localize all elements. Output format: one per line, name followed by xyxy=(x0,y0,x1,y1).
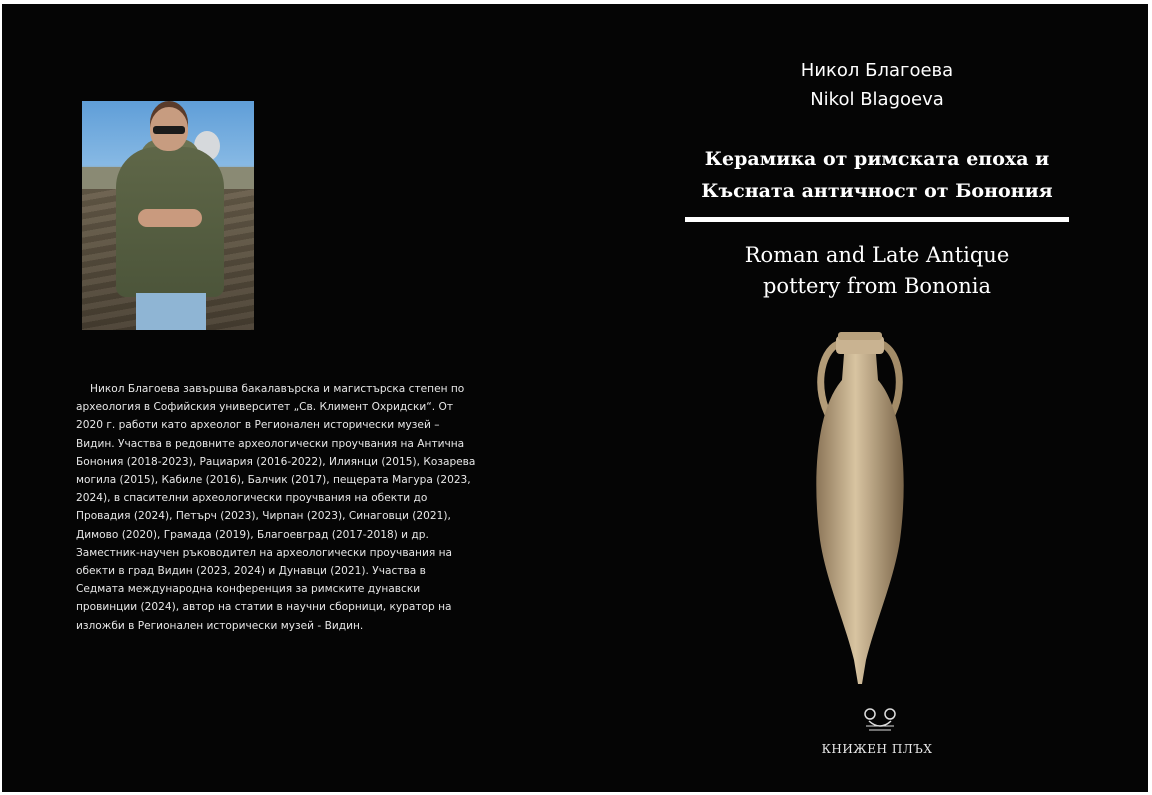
photo-hands xyxy=(138,209,202,227)
book-cover-spread xyxy=(2,4,1148,792)
author-photo xyxy=(82,101,254,330)
author-biography: Никол Благоева завършва бакалавърска и магистърска степен по археология в Софийския университет „Св. Климент Охридски“. От 2020 г. работи като археолог в Регионален исторически музей – Видин. Участва в редовните археологически проучвания на Антична Бонония (2018-2023), Рациария (2016-2022), Илиянци (2015), Козарева могила (2015), Кабиле (2016), Балчик (2017), пещерата Магура (2023, 2024), в спасителни археологически проучвания на обекти до Провадия (2024), Петърч (2023), Чирпан (2023), Синаговци (2021), Димово (2020), Грамада (2019), Благоевград (2017-2018) и др. Заместник-научен ръководител на археологически проучвания на обекти в град Видин (2023, 2024) и Дунавци (2021). Участва в Седмата международна конференция за римските дунавски провинции (2024), автор на статии в научни сборници, куратор на изложби в Регионален исторически музей - Видин. xyxy=(76,383,476,632)
photo-sunglasses xyxy=(153,126,185,134)
rat-logo-icon xyxy=(863,707,897,733)
title-en-line-1: Roman and Late Antique xyxy=(744,243,1010,267)
title-en-line-2: pottery from Bononia xyxy=(762,274,992,298)
title-divider xyxy=(685,217,1069,222)
photo-jeans xyxy=(136,293,206,330)
publisher-name: КНИЖЕН ПЛЪХ xyxy=(821,742,933,756)
author-name-bg: Никол Благоева xyxy=(800,60,954,81)
title-bg-line-2: Късната античност от Бонония xyxy=(701,180,1053,202)
title-bg-line-1: Керамика от римската епоха и xyxy=(704,148,1050,170)
amphora-image xyxy=(800,330,920,688)
author-name-en: Nikol Blagoeva xyxy=(810,89,944,110)
